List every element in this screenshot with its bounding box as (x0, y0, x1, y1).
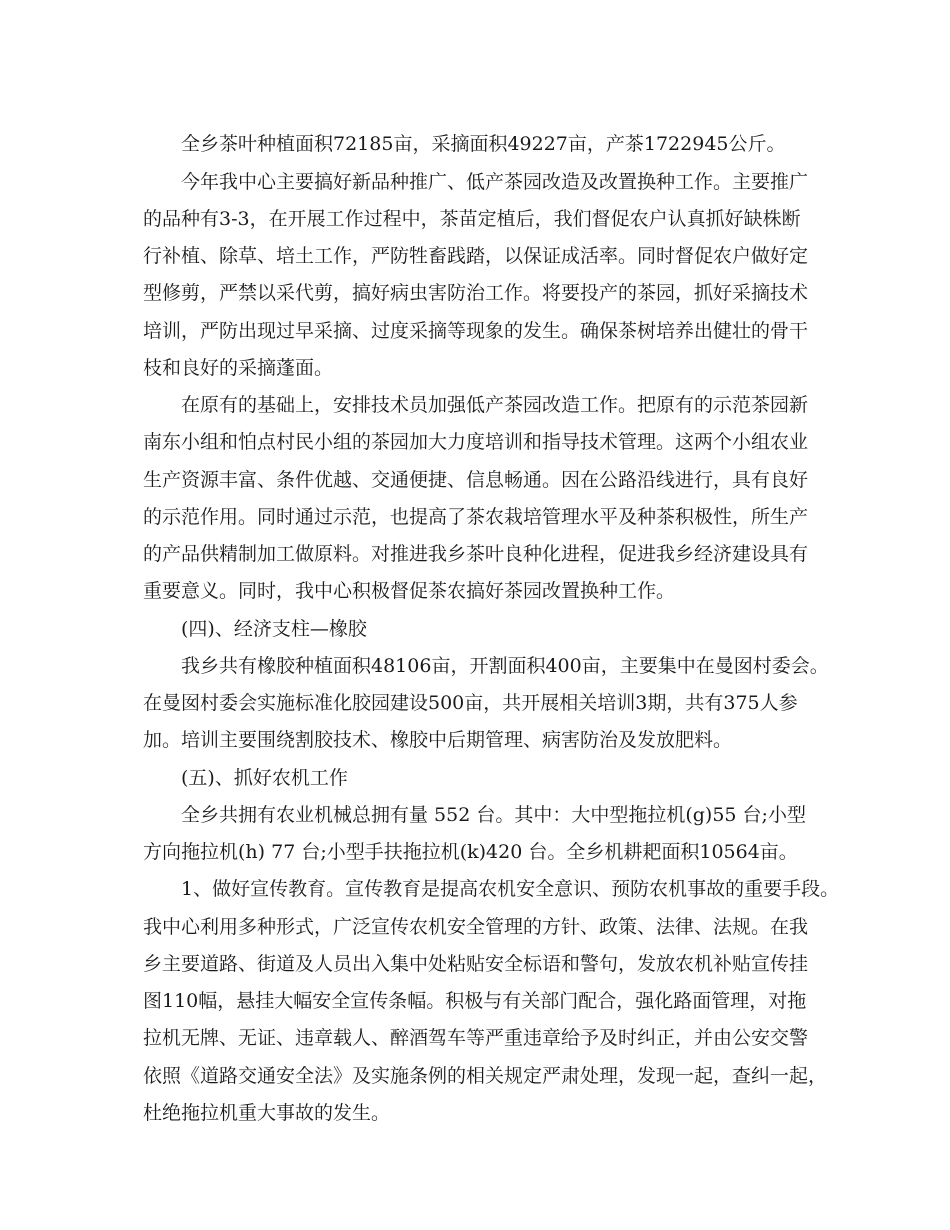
text-line-07: 枝和良好的采摘蓬面。 (143, 357, 334, 379)
text-line-06: 培训，严防出现过早采摘、过度采摘等现象的发生。确保茶树培养出健壮的骨干 (143, 320, 809, 342)
text-line-16: 在曼囡村委会实施标准化胶园建设500亩，共开展相关培训3期，共有375人参 (143, 692, 798, 714)
text-line-26: 依照《道路交通安全法》及实施条例的相关规定严肃处理，发现一起，查纠一起， (143, 1065, 828, 1087)
text-line-17: 加。培训主要围绕割胶技术、橡胶中后期管理、病害防治及发放肥料。 (143, 729, 733, 751)
text-line-15: 我乡共有橡胶种植面积48106亩，开割面积400亩，主要集中在曼囡村委会。 (181, 655, 829, 677)
text-line-13: 重要意义。同时，我中心积极督促茶农搞好茶园改置换种工作。 (143, 580, 676, 602)
text-line-02: 今年我中心主要搞好新品种推广、低产茶园改造及改置换种工作。主要推广 (181, 171, 809, 193)
section-heading-4: (四)、经济支柱—橡胶 (181, 618, 367, 640)
text-line-11: 的示范作用。同时通过示范，也提高了茶农栽培管理水平及种茶积极性，所生产 (143, 506, 809, 528)
text-line-08: 在原有的基础上，安排技术员加强低产茶园改造工作。把原有的示范茶园新 (181, 394, 809, 416)
text-line-03: 的品种有3-3，在开展工作过程中，茶苗定植后，我们督促农户认真抓好缺株断 (143, 208, 801, 230)
text-line-24: 图110幅，悬挂大幅安全宣传条幅。积极与有关部门配合，强化路面管理，对拖 (143, 990, 807, 1012)
text-line-27: 杜绝拖拉机重大事故的发生。 (143, 1102, 391, 1124)
text-line-22: 我中心利用多种形式，广泛宣传农机安全管理的方针、政策、法律、法规。在我 (143, 916, 809, 938)
text-line-04: 行补植、除草、培土工作，严防牲畜践踏，以保证成活率。同时督促农户做好定 (143, 245, 809, 267)
text-line-12: 的产品供精制加工做原料。对推进我乡茶叶良种化进程，促进我乡经济建设具有 (143, 543, 809, 565)
text-line-21: 1、做好宣传教育。宣传教育是提高农机安全意识、预防农机事故的重要手段。 (181, 878, 840, 900)
text-line-19: 全乡共拥有农业机械总拥有量 552 台。其中：大中型拖拉机(g)55 台;小型 (181, 804, 806, 826)
text-line-01: 全乡茶叶种植面积72185亩，采摘面积49227亩，产茶1722945公斤。 (181, 133, 786, 155)
text-line-23: 乡主要道路、街道及人员出入集中处粘贴安全标语和警句，发放农机补贴宣传挂 (143, 953, 809, 975)
text-line-05: 型修剪，严禁以采代剪，搞好病虫害防治工作。将要投产的茶园，抓好采摘技术 (143, 282, 809, 304)
text-line-09: 南东小组和怕点村民小组的茶园加大力度培训和指导技术管理。这两个小组农业 (143, 431, 809, 453)
section-heading-5: (五)、抓好农机工作 (181, 767, 348, 789)
text-line-10: 生产资源丰富、条件优越、交通便捷、信息畅通。因在公路沿线进行，具有良好 (143, 469, 809, 491)
text-line-20: 方向拖拉机(h) 77 台;小型手扶拖拉机(k)420 台。全乡机耕耙面积10564亩。 (143, 841, 798, 863)
text-line-25: 拉机无牌、无证、违章载人、醉酒驾车等严重违章给予及时纠正，并由公安交警 (143, 1027, 809, 1049)
